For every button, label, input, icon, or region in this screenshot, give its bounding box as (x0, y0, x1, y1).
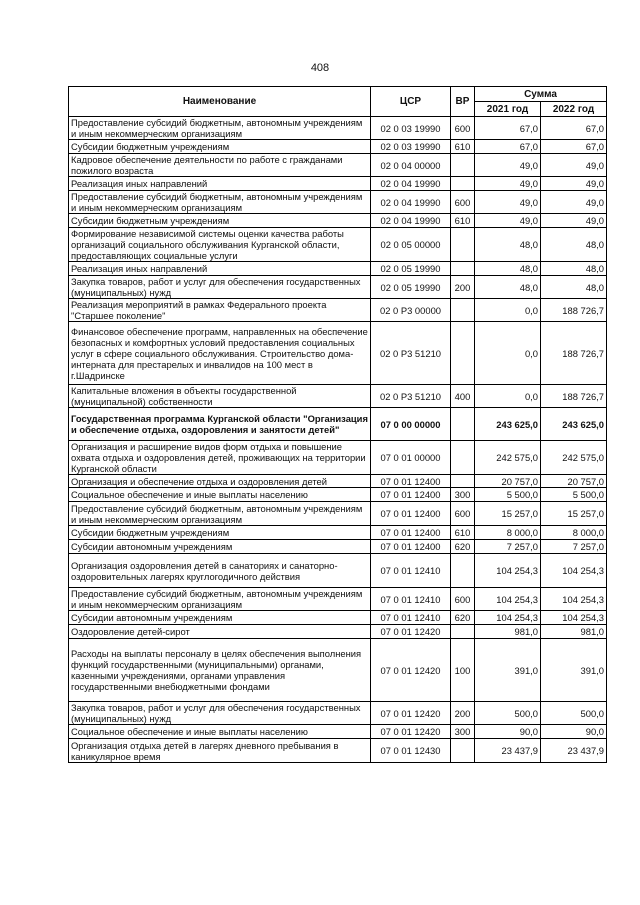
row-csr: 07 0 01 12420 (371, 725, 451, 739)
row-amount-2021: 15 257,0 (475, 502, 541, 526)
row-amount-2021: 48,0 (475, 228, 541, 262)
row-csr: 07 0 01 12400 (371, 488, 451, 502)
row-name: Предоставление субсидий бюджетным, автономным учреждениям и иным некоммерческим организациям (69, 588, 371, 611)
row-amount-2021: 104 254,3 (475, 588, 541, 611)
row-amount-2022: 20 757,0 (541, 475, 607, 488)
row-name: Предоставление субсидий бюджетным, автономным учреждениям и иным некоммерческим организациям (69, 117, 371, 140)
row-csr: 07 0 01 12410 (371, 588, 451, 611)
row-amount-2021: 500,0 (475, 702, 541, 725)
table-row (69, 588, 607, 611)
row-name: Реализация иных направлений (69, 262, 371, 276)
row-name: Субсидии бюджетным учреждениям (69, 214, 371, 228)
page-number: 408 (310, 62, 330, 74)
row-vr (451, 475, 475, 488)
row-name: Оздоровление детей-сирот (69, 625, 371, 639)
row-amount-2021: 391,0 (475, 639, 541, 702)
row-amount-2022: 15 257,0 (541, 502, 607, 526)
row-vr: 300 (451, 725, 475, 739)
row-vr (451, 441, 475, 475)
table-row (69, 262, 607, 276)
table-row (69, 154, 607, 177)
row-vr (451, 408, 475, 441)
row-name: Организация и обеспечение отдыха и оздоровления детей (69, 475, 371, 488)
row-amount-2022: 391,0 (541, 639, 607, 702)
header-vr: ВР (451, 87, 475, 117)
row-csr: 02 0 03 19990 (371, 140, 451, 154)
table-row (69, 739, 607, 763)
row-vr: 600 (451, 588, 475, 611)
row-vr (451, 228, 475, 262)
row-vr: 200 (451, 702, 475, 725)
row-csr: 02 0 P3 51210 (371, 322, 451, 385)
row-name: Предоставление субсидий бюджетным, автономным учреждениям и иным некоммерческим организациям (69, 502, 371, 526)
table-row (69, 725, 607, 739)
table-row (69, 408, 607, 441)
row-amount-2022: 188 726,7 (541, 299, 607, 322)
row-vr: 100 (451, 639, 475, 702)
row-amount-2021: 49,0 (475, 177, 541, 191)
table-row (69, 639, 607, 702)
row-csr: 07 0 01 12420 (371, 625, 451, 639)
row-csr: 02 0 P3 00000 (371, 299, 451, 322)
table-row (69, 214, 607, 228)
row-name: Организация и расширение видов форм отдыха и повышение охвата отдыха и оздоровления детей, проживающих на территории Курганской области (69, 441, 371, 475)
row-amount-2022: 242 575,0 (541, 441, 607, 475)
header-csr: ЦСР (371, 87, 451, 117)
row-amount-2021: 49,0 (475, 154, 541, 177)
row-name: Закупка товаров, работ и услуг для обеспечения государственных (муниципальных) нужд (69, 702, 371, 725)
row-vr: 600 (451, 191, 475, 214)
table-row (69, 322, 607, 385)
row-amount-2022: 90,0 (541, 725, 607, 739)
row-amount-2022: 500,0 (541, 702, 607, 725)
row-vr: 610 (451, 140, 475, 154)
row-amount-2022: 981,0 (541, 625, 607, 639)
table-row (69, 191, 607, 214)
row-amount-2022: 243 625,0 (541, 408, 607, 441)
budget-table (68, 86, 607, 763)
row-name: Субсидии бюджетным учреждениям (69, 526, 371, 540)
row-csr: 02 0 05 19990 (371, 262, 451, 276)
row-name: Реализация мероприятий в рамках Федерального проекта "Старшее поколение" (69, 299, 371, 322)
row-amount-2021: 981,0 (475, 625, 541, 639)
row-vr: 600 (451, 502, 475, 526)
row-name: Организация оздоровления детей в санаториях и санаторно-оздоровительных лагерях круглогодичного действия (69, 554, 371, 588)
row-vr (451, 154, 475, 177)
row-amount-2021: 243 625,0 (475, 408, 541, 441)
header-name: Наименование (69, 87, 371, 117)
row-csr: 07 0 01 00000 (371, 441, 451, 475)
row-amount-2021: 49,0 (475, 191, 541, 214)
row-csr: 02 0 04 19990 (371, 191, 451, 214)
row-amount-2021: 48,0 (475, 262, 541, 276)
row-vr: 300 (451, 488, 475, 502)
table-row (69, 441, 607, 475)
row-amount-2022: 49,0 (541, 154, 607, 177)
row-amount-2021: 49,0 (475, 214, 541, 228)
row-csr: 07 0 01 12410 (371, 611, 451, 625)
table-row (69, 276, 607, 299)
row-amount-2021: 67,0 (475, 117, 541, 140)
row-name: Субсидии бюджетным учреждениям (69, 140, 371, 154)
row-amount-2021: 5 500,0 (475, 488, 541, 502)
table-row (69, 540, 607, 554)
row-csr: 02 0 05 00000 (371, 228, 451, 262)
row-name: Капитальные вложения в объекты государственной (муниципальной) собственности (69, 385, 371, 408)
row-name: Предоставление субсидий бюджетным, автономным учреждениям и иным некоммерческим организациям (69, 191, 371, 214)
row-vr: 600 (451, 117, 475, 140)
row-amount-2022: 8 000,0 (541, 526, 607, 540)
row-name: Социальное обеспечение и иные выплаты населению (69, 488, 371, 502)
row-name: Организация отдыха детей в лагерях дневного пребывания в каникулярное время (69, 739, 371, 763)
row-amount-2022: 48,0 (541, 276, 607, 299)
row-name: Расходы на выплаты персоналу в целях обеспечения выполнения функций государственными (муниципальными) органами, казенными учреждениями, органами управления государственными внебюджетными фондами (69, 639, 371, 702)
row-amount-2021: 0,0 (475, 385, 541, 408)
table-row (69, 502, 607, 526)
table-row (69, 475, 607, 488)
table-row (69, 385, 607, 408)
row-vr: 610 (451, 214, 475, 228)
row-csr: 07 0 01 12400 (371, 540, 451, 554)
table-row (69, 554, 607, 588)
row-csr: 07 0 00 00000 (371, 408, 451, 441)
row-amount-2022: 49,0 (541, 191, 607, 214)
row-amount-2021: 104 254,3 (475, 611, 541, 625)
row-amount-2021: 242 575,0 (475, 441, 541, 475)
row-amount-2022: 49,0 (541, 214, 607, 228)
row-vr (451, 299, 475, 322)
row-amount-2021: 90,0 (475, 725, 541, 739)
row-csr: 02 0 P3 51210 (371, 385, 451, 408)
row-amount-2022: 67,0 (541, 140, 607, 154)
row-csr: 07 0 01 12430 (371, 739, 451, 763)
row-csr: 02 0 04 19990 (371, 177, 451, 191)
row-amount-2021: 48,0 (475, 276, 541, 299)
row-amount-2021: 0,0 (475, 322, 541, 385)
row-amount-2021: 7 257,0 (475, 540, 541, 554)
row-name: Реализация иных направлений (69, 177, 371, 191)
table-body (69, 117, 607, 763)
header-sum: Сумма (475, 87, 607, 102)
table-row (69, 228, 607, 262)
row-vr: 200 (451, 276, 475, 299)
row-name: Кадровое обеспечение деятельности по работе с гражданами пожилого возраста (69, 154, 371, 177)
row-name: Государственная программа Курганской области "Организация и обеспечение отдыха, оздоровления и занятости детей" (69, 408, 371, 441)
table-row (69, 526, 607, 540)
row-vr (451, 177, 475, 191)
row-amount-2022: 23 437,9 (541, 739, 607, 763)
row-csr: 07 0 01 12420 (371, 639, 451, 702)
row-amount-2022: 49,0 (541, 177, 607, 191)
row-amount-2022: 48,0 (541, 228, 607, 262)
row-vr (451, 554, 475, 588)
row-csr: 07 0 01 12400 (371, 526, 451, 540)
row-amount-2021: 20 757,0 (475, 475, 541, 488)
row-amount-2022: 7 257,0 (541, 540, 607, 554)
row-amount-2022: 67,0 (541, 117, 607, 140)
table-row (69, 177, 607, 191)
row-name: Закупка товаров, работ и услуг для обеспечения государственных (муниципальных) нужд (69, 276, 371, 299)
row-vr: 620 (451, 540, 475, 554)
row-csr: 02 0 04 00000 (371, 154, 451, 177)
row-amount-2022: 104 254,3 (541, 554, 607, 588)
table-row (69, 625, 607, 639)
row-name: Субсидии автономным учреждениям (69, 540, 371, 554)
row-csr: 07 0 01 12400 (371, 475, 451, 488)
row-name: Финансовое обеспечение программ, направленных на обеспечение безопасных и комфортных условий предоставления социальных услуг в сфере социального обслуживания. Строительство дома-интерната для престарелых и инвалидов на 100 мест в г.Шадринске (69, 322, 371, 385)
table-row (69, 488, 607, 502)
row-amount-2021: 8 000,0 (475, 526, 541, 540)
row-csr: 02 0 03 19990 (371, 117, 451, 140)
row-name: Субсидии автономным учреждениям (69, 611, 371, 625)
header-year-2021: 2021 год (475, 102, 541, 117)
row-vr: 620 (451, 611, 475, 625)
row-vr (451, 322, 475, 385)
row-amount-2022: 188 726,7 (541, 385, 607, 408)
row-name: Социальное обеспечение и иные выплаты населению (69, 725, 371, 739)
row-vr (451, 262, 475, 276)
table-row (69, 140, 607, 154)
row-amount-2021: 104 254,3 (475, 554, 541, 588)
table-row (69, 299, 607, 322)
row-vr: 400 (451, 385, 475, 408)
row-csr: 02 0 05 19990 (371, 276, 451, 299)
row-vr (451, 625, 475, 639)
row-name: Формирование независимой системы оценки качества работы организаций социального обслуживания Курганской области, предоставляющих социальные услуги (69, 228, 371, 262)
row-csr: 07 0 01 12400 (371, 502, 451, 526)
row-amount-2022: 5 500,0 (541, 488, 607, 502)
row-amount-2022: 104 254,3 (541, 588, 607, 611)
header-year-2022: 2022 год (541, 102, 607, 117)
row-vr (451, 739, 475, 763)
table-row (69, 702, 607, 725)
row-amount-2021: 0,0 (475, 299, 541, 322)
row-csr: 07 0 01 12410 (371, 554, 451, 588)
row-amount-2022: 188 726,7 (541, 322, 607, 385)
row-amount-2021: 23 437,9 (475, 739, 541, 763)
row-amount-2021: 67,0 (475, 140, 541, 154)
table-row (69, 117, 607, 140)
row-amount-2022: 48,0 (541, 262, 607, 276)
row-vr: 610 (451, 526, 475, 540)
row-amount-2022: 104 254,3 (541, 611, 607, 625)
row-csr: 07 0 01 12420 (371, 702, 451, 725)
table-row (69, 611, 607, 625)
row-csr: 02 0 04 19990 (371, 214, 451, 228)
